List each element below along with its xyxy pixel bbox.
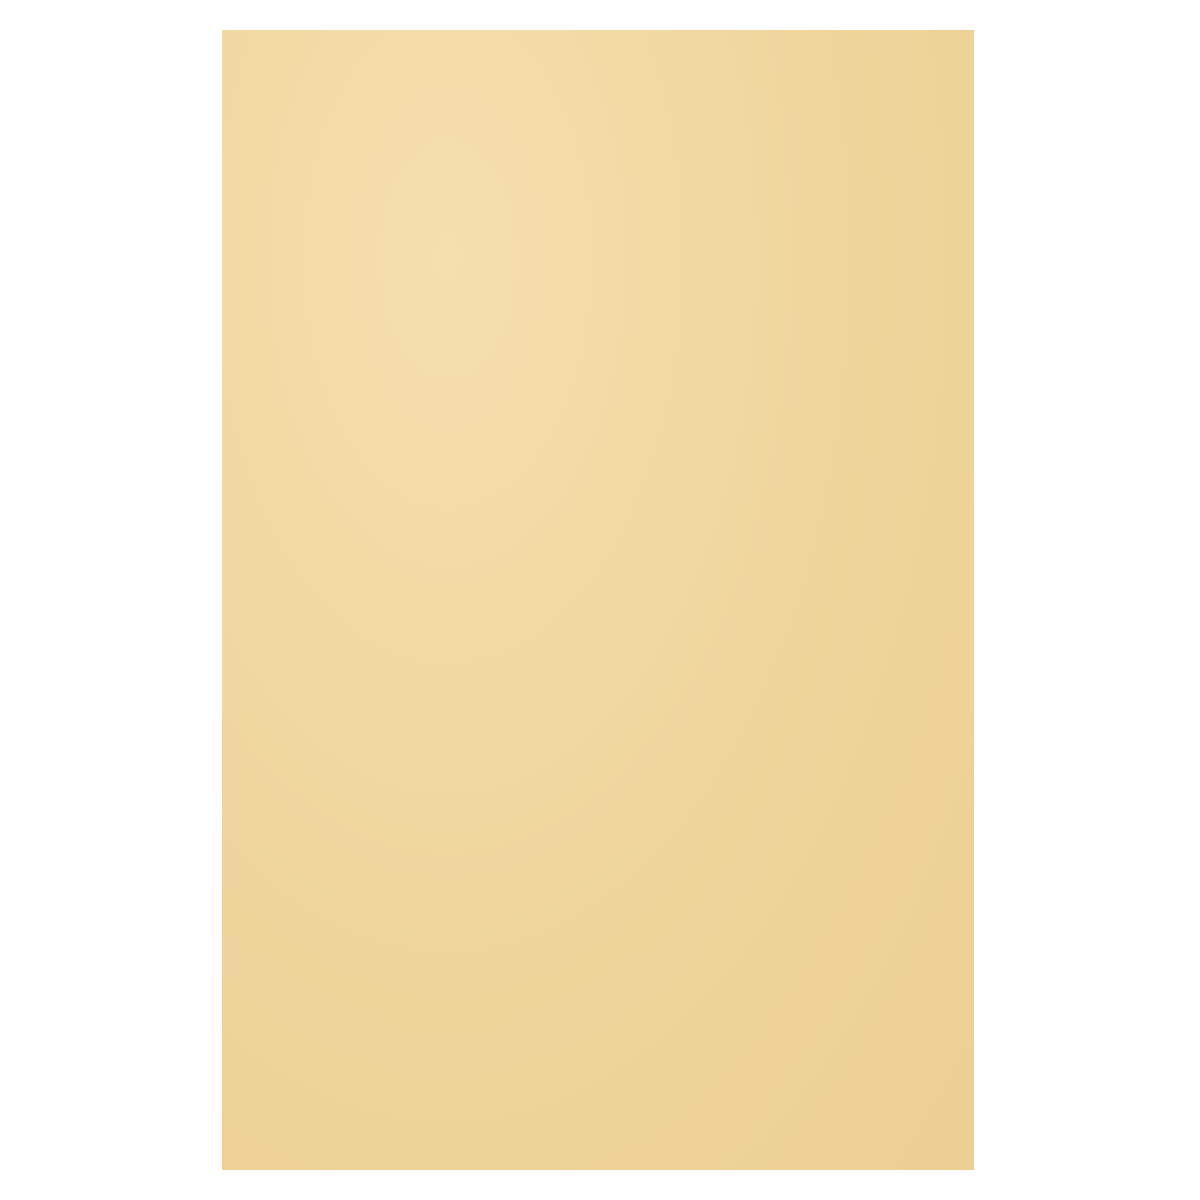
page-content <box>300 88 910 158</box>
running-header <box>300 88 910 114</box>
book-page <box>222 30 974 1170</box>
